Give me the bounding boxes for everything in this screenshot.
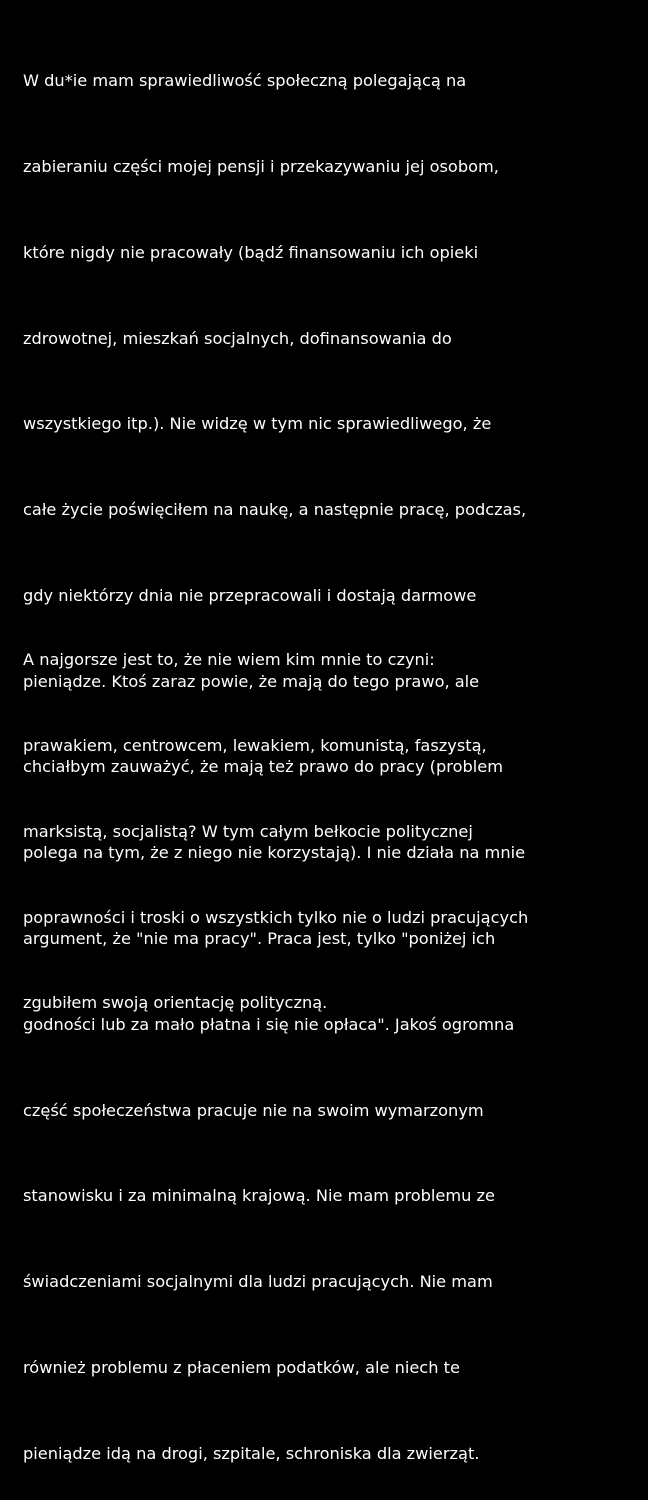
text-line: pieniądze. Ktoś zaraz powie, że mają do tego prawo, ale	[23, 671, 480, 691]
text-line: A najgorsze jest to, że nie wiem kim mnie to czyni:	[23, 650, 435, 670]
text-line: całe życie poświęciłem na naukę, a następnie pracę, podczas,	[23, 500, 527, 520]
text-line: część społeczeństwa pracuje nie na swoim wymarzonym	[23, 1100, 484, 1120]
text-line: poprawności i troski o wszystkich tylko nie o ludzi pracujących	[23, 907, 529, 927]
text-line: zabieraniu części mojej pensji i przekazywaniu jej osobom,	[23, 156, 499, 176]
text-line: marksistą, socjalistą? W tym całym bełkocie politycznej	[23, 821, 473, 841]
text-line: również problemu z płaceniem podatków, ale niech te	[23, 1357, 460, 1377]
text-line: polega na tym, że z niego nie korzystają). I nie działa na mnie	[23, 843, 526, 863]
text-line: argument, że "nie ma pracy". Praca jest, tylko "poniżej ich	[23, 929, 496, 948]
text-line: chciałbym zauważyć, że mają też prawo do pracy (problem	[23, 757, 503, 777]
text-line: stanowisku i za minimalną krajową. Nie mam problemu ze	[23, 1186, 496, 1206]
text-line: gdy niektórzy dnia nie przepracowali i dostają darmowe	[23, 585, 477, 605]
text-line: pieniądze idą na drogi, szpitale, schroniska dla zwierząt.	[23, 1443, 480, 1463]
text-line: świadczeniami socjalnymi dla ludzi pracujących. Nie mam	[23, 1272, 493, 1292]
paragraph-2	[23, 589, 643, 1075]
text-line: W du*ie mam sprawiedliwość społeczną polegającą na	[23, 71, 467, 91]
text-line: godności lub za mało płatna i się nie opłaca". Jakoś ogromna	[23, 1014, 515, 1034]
text-line: prawakiem, centrowcem, lewakiem, komunistą, faszystą,	[23, 735, 487, 755]
text-line: zgubiłem swoją orientację polityczną.	[23, 993, 328, 1013]
text-line: które nigdy nie pracowały (bądź finansowaniu ich opieki	[23, 242, 479, 262]
text-line: zdrowotnej, mieszkań socjalnych, dofinansowania do	[23, 328, 452, 348]
text-line: wszystkiego itp.). Nie widzę w tym nic sprawiedliwego, że	[23, 414, 492, 434]
